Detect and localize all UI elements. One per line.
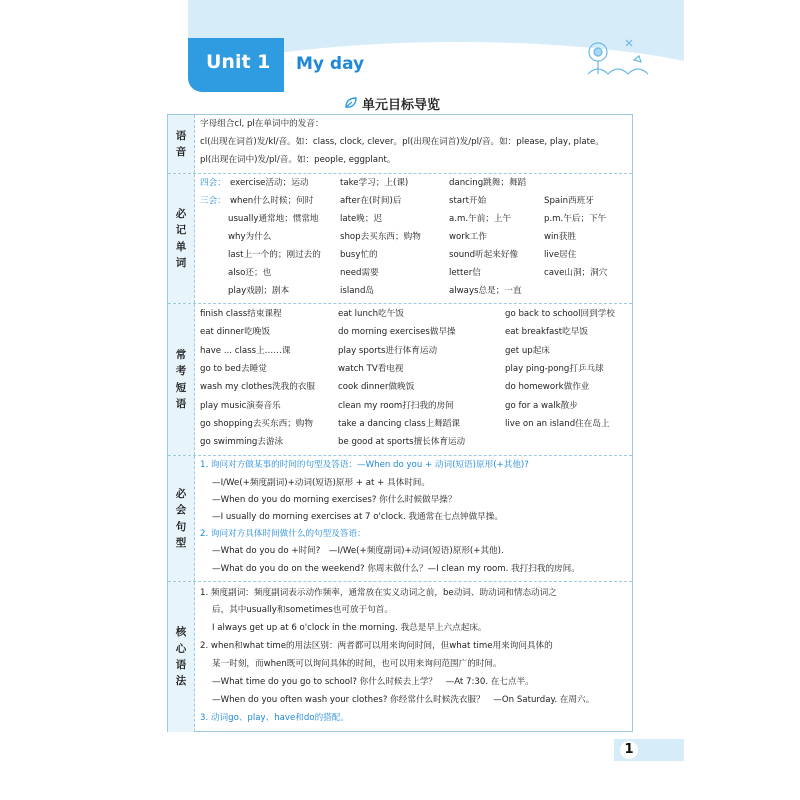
- text-line: —When do you do morning exercises? 你什么时候做早操？: [212, 495, 457, 505]
- phrase-item: do homework做作业: [505, 382, 590, 393]
- section-title: 单元目标导览: [362, 97, 441, 113]
- vocab-word: always总是；一直: [449, 286, 522, 296]
- phrase-item: finish class结束课程: [200, 309, 282, 319]
- category-label: [168, 304, 195, 455]
- phrase-item: go shopping去买东西；购物: [200, 418, 313, 429]
- category-char: 音: [175, 146, 187, 158]
- text-line: 某一时刻，而when既可以询问具体的时间，也可以用来询问范围广的时间。: [212, 659, 502, 669]
- phrases-grid: [200, 304, 626, 455]
- phrase-item: play ping-pong打乒乓球: [505, 363, 604, 374]
- phrase-item: take a dancing class上舞蹈课: [338, 418, 460, 429]
- category-char: 型: [175, 536, 187, 549]
- text-line: —What do you do on the weekend? 你周末做什么？—I clean my room. 我打扫我的房间。: [212, 564, 580, 574]
- text-line: —I usually do morning exercises at 7 o'clock. 我通常在七点钟做早操。: [212, 512, 503, 522]
- text-line: —When do you often wash your clothes? 你经常什么时候洗衣服？ —On Saturday. 在周六。: [212, 695, 595, 705]
- phrase-item: watch TV看电视: [338, 363, 404, 374]
- row-content: [200, 115, 626, 173]
- section-heading: [344, 92, 440, 114]
- phrase-item: do morning exercises做早操: [338, 327, 456, 338]
- text-line: —What do you do +时间? —I/We(+频度副词)+动词(短语)原形(+其他).: [212, 546, 504, 556]
- category-label: [168, 582, 195, 732]
- category-char: 会: [175, 504, 187, 517]
- category-char: 常: [175, 348, 187, 361]
- vocab-word: letter信: [449, 268, 481, 278]
- leaf-icon: [344, 96, 358, 110]
- phrase-item: eat lunch吃午饭: [338, 309, 404, 319]
- vocab-word: dancing跳舞；舞蹈: [449, 178, 527, 188]
- unit-label: Unit 1: [206, 51, 271, 73]
- category-char: 语: [175, 397, 187, 410]
- goal-table: [167, 114, 633, 732]
- phrase-item: play music演奏音乐: [200, 400, 281, 411]
- phrase-item: be good at sports擅长体育运动: [338, 437, 466, 448]
- phrase-item: go for a walk散步: [505, 400, 578, 411]
- unit-title: My day: [296, 54, 365, 74]
- vocab-word: need需要: [340, 268, 379, 278]
- phrase-item: eat dinner吃晚饭: [200, 327, 270, 338]
- vocab-word: busy忙的: [340, 250, 378, 260]
- text-line: pl(出现在词中)发/pl/音。如：people, eggplant。: [200, 155, 396, 165]
- phrase-item: wash my clothes洗我的衣服: [200, 382, 316, 393]
- category-char: 核: [175, 626, 187, 639]
- vocab-word: shop去买东西；购物: [340, 232, 421, 242]
- vocab-word: late晚；迟: [340, 214, 383, 224]
- vocab-prefix: 三会：: [200, 196, 226, 206]
- phrase-item: go swimming去游泳: [200, 437, 284, 448]
- category-char: 心: [175, 642, 187, 655]
- page-number-band: [614, 739, 684, 761]
- text-line: 字母组合cl, pl在单词中的发音：: [200, 119, 324, 129]
- vocab-word: island岛: [340, 286, 375, 296]
- category-char: 句: [175, 520, 187, 533]
- vocab-word: start开始: [449, 196, 487, 206]
- vocab-word: play戏剧；剧本: [228, 286, 290, 296]
- vocab-word: exercise活动；运动: [230, 178, 309, 188]
- vocab-word: when什么时候；何时: [230, 196, 314, 206]
- text-line: 3. 动词go、play、have和do的搭配。: [200, 713, 349, 723]
- category-char: 记: [175, 224, 187, 237]
- page-number: 1: [620, 741, 638, 759]
- phrase-item: clean my room打扫我的房间: [338, 400, 454, 411]
- vocab-word: cave山洞；洞穴: [544, 268, 608, 278]
- category-label: [168, 456, 195, 581]
- vocab-word: sound听起来好像: [449, 250, 519, 260]
- phrase-item: eat breakfast吃早饭: [505, 327, 588, 338]
- text-line: 1. 询问对方做某事的时间的句型及答语：—When do you + 动词(短语)原形(+其他)?: [200, 460, 529, 470]
- category-char: 词: [175, 256, 187, 269]
- category-label: [168, 174, 195, 303]
- vocab-word: take学习；上(课): [340, 178, 409, 188]
- vocab-word: why为什么: [228, 232, 272, 242]
- text-line: —I/We(+频度副词)+动词(短语)原形 + at + 具体时间。: [212, 478, 430, 488]
- phrase-item: live on an island住在岛上: [505, 418, 610, 429]
- category-char: 必: [175, 487, 187, 500]
- category-char: 短: [175, 381, 187, 394]
- vocab-word: live居住: [544, 250, 577, 260]
- category-char: 法: [175, 675, 187, 688]
- vocab-word: after在(时间)后: [340, 196, 402, 206]
- vocab-word: Spain西班牙: [544, 196, 594, 206]
- flower-decoration-icon: [568, 30, 668, 86]
- text-line: 1. 频度副词：频度副词表示动作频率，通常放在实义动词之前，be动词、助动词和情态动词之: [200, 588, 557, 598]
- row-content: [200, 456, 626, 581]
- vocab-prefix: 四会：: [200, 178, 226, 188]
- row-pronunciation: [168, 115, 632, 173]
- category-char: 语: [175, 129, 187, 142]
- text-line: 后，其中usually和sometimes也可放于句首。: [212, 605, 393, 615]
- phrase-item: go back to school回到学校: [505, 309, 615, 319]
- category-char: 单: [175, 240, 187, 253]
- row-grammar: [168, 581, 632, 732]
- vocab-word: a.m.午前；上午: [449, 214, 512, 224]
- category-label: [168, 115, 195, 173]
- vocab-word: last上一个的；刚过去的: [228, 250, 321, 260]
- vocab-word: win获胜: [544, 232, 577, 242]
- phrase-item: get up起床: [505, 345, 550, 356]
- row-phrases: [168, 303, 632, 455]
- row-content: [200, 582, 626, 732]
- row-vocabulary: [168, 173, 632, 303]
- category-char: 语: [175, 659, 187, 671]
- vocab-word: also还；也: [228, 268, 272, 278]
- row-sentence-patterns: [168, 455, 632, 581]
- text-line: —What time do you go to school? 你什么时候去上学？ —At 7:30. 在七点半。: [212, 677, 534, 687]
- phrase-item: go to bed去睡觉: [200, 363, 267, 374]
- text-line: cl(出现在词首)发/kl/音。如：class, clock, clever。pl(出现在词首)发/pl/音。如：please, play, plate。: [200, 137, 604, 147]
- vocab-word: usually通常地；惯常地: [228, 214, 319, 224]
- category-char: 考: [175, 365, 187, 378]
- vocab-word: p.m.午后；下午: [544, 214, 607, 224]
- category-char: 必: [175, 207, 187, 220]
- phrase-item: play sports进行体育运动: [338, 345, 438, 356]
- text-line: 2. when和what time的用法区别：两者都可以用来询问时间，但what time用来询问具体的: [200, 641, 553, 651]
- phrase-item: have ... class上……课: [200, 345, 291, 356]
- vocabulary-grid: [200, 174, 626, 303]
- phrase-item: cook dinner做晚饭: [338, 382, 415, 393]
- text-line: 2. 询问对方具体时间做什么的句型及答语：: [200, 529, 366, 539]
- text-line: I always get up at 6 o'clock in the morning. 我总是早上六点起床。: [212, 623, 487, 633]
- vocab-word: work工作: [449, 232, 487, 242]
